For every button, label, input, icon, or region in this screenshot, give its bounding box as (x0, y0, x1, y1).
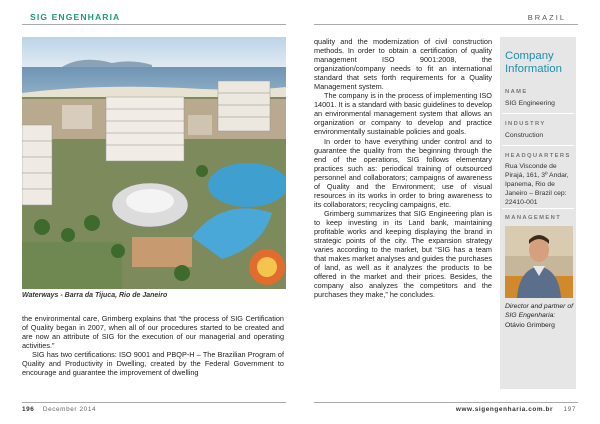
mid-paragraph-3: In order to have everything under control and to guarantee the quality from the beginning through the end of the operations, SIG follows elementary practices such as: periodical training of outsourced personnel and collaborators; campaigns of awareness of Quality and the Environment; use of visual resources in its works in order to bring awareness to its collaborators; recycling campaigns, etc. (314, 136, 492, 209)
mid-paragraph-4: Grimberg summarizes that SIG Engineering plan is to keep investing in its Land bank, maintaining profitable works and keeping displaying the brand in strategic points of the city. The expansion strategy varies according to the market, but “SIG has a team that makes market analyses and guides the purchases of land, as well as it analyzes the products to be offered in the market and their prices. Besides, the company also analyzes the competitors and the purchases they make,” he concludes. (314, 208, 492, 300)
director-role: Director and partner of SIG Engenharia: (505, 303, 574, 320)
director-portrait (505, 226, 573, 298)
left-page-number: 196 (22, 406, 35, 413)
left-column-text (22, 314, 284, 377)
aerial-photo (22, 37, 286, 289)
sidebar-divider (502, 145, 574, 146)
middle-column-text (314, 37, 492, 299)
country-header: BRAZIL (527, 13, 566, 22)
name-label: NAME (505, 89, 528, 95)
left-paragraph-1: the environmental care, Grimberg explains that “the process of SIG Certification of Quality began in 2007, when all of our procedures started to be created and are now an attribute of SIG for the execution of our managerial and operating activities.” (22, 314, 284, 351)
sidebar-divider (502, 208, 574, 209)
company-header: SIG ENGENHARIA (30, 12, 121, 22)
photo-caption: Waterways - Barra da Tijuca, Rio de Janeiro (22, 292, 168, 299)
top-rule-right (314, 24, 578, 25)
left-paragraph-2: SIG has two certifications: ISO 9001 and PBQP-H – The Brazilian Program of Quality and Productivity in Dwelling, created by the Federal Government to encourage and guarantee the improvement of dwelling (22, 350, 284, 378)
footer-right (456, 406, 576, 413)
bottom-rule-left (22, 402, 286, 403)
sidebar-divider (502, 113, 574, 114)
footer-left (22, 406, 96, 413)
director-caption (505, 302, 577, 330)
management-label: MANAGEMENT (505, 215, 562, 221)
director-name: Otávio Grimberg (505, 321, 555, 329)
sidebar-title: Company Information (505, 50, 562, 75)
headquarters-label: HEADQUARTERS (505, 153, 571, 159)
issue-date: December 2014 (42, 406, 97, 413)
bottom-rule-right (314, 402, 578, 403)
headquarters-value: Rua Visconde de Pirajá, 161, 3º Andar, Ipanema, Rio de Janeiro – Brazil cep: 22410-001 (505, 163, 569, 206)
website-url[interactable]: www.sigengenharia.com.br (455, 406, 554, 413)
right-page-number: 197 (563, 406, 576, 413)
mid-paragraph-2: The company is in the process of implementing ISO 14001. It is a standard with basic guidelines to develop an environmental management system that allows an organization or company to develop and practice environmentally sustainable policies and goals. (314, 91, 492, 137)
top-rule-left (22, 24, 286, 25)
name-value: SIG Engineering (505, 100, 555, 107)
industry-label: INDUSTRY (505, 121, 546, 127)
mid-paragraph-1: quality and the modernization of civil construction methods. In order to obtain a certification of quality management ISO 9001:2008, the organization/company needs to fit an international standard that sets forth requirements for a Quality Management system. (314, 37, 492, 92)
industry-value: Construction (505, 132, 544, 139)
